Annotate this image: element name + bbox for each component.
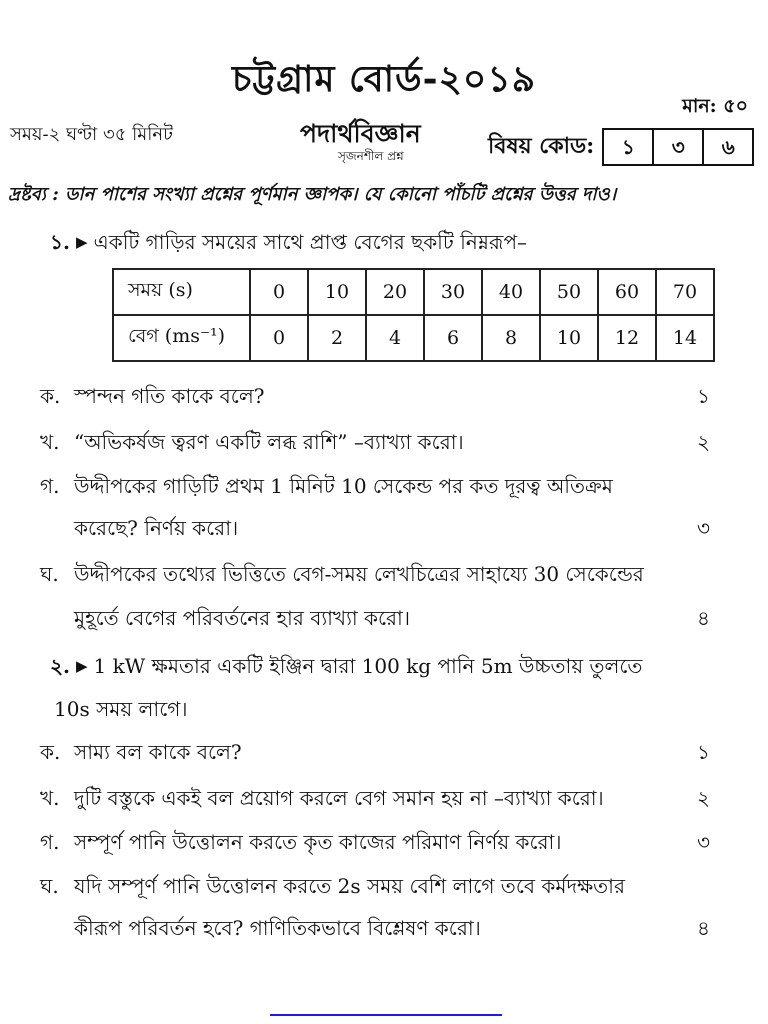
- question-stem-text: 1 kW ক্ষমতার একটি ইঞ্জিন দ্বারা 100 kg পানি 5m উচ্চতায় তুলতে: [93, 654, 643, 678]
- part-marks: ৪: [697, 916, 710, 940]
- code-digit: ৬: [702, 130, 752, 164]
- part-label: খ.: [40, 786, 60, 810]
- question-2-stem: [50, 652, 642, 685]
- question-stem-text: একটি গাড়ির সময়ের সাথে প্রাপ্ত বেগের ছকটি নিম্নরূপ–: [93, 230, 528, 254]
- question-stem-continued: 10s সময় লাগে।: [54, 697, 188, 721]
- part-label: ক.: [40, 740, 61, 764]
- part-text: দুটি বস্তুকে একই বল প্রয়োগ করলে বেগ সমান হয় না –ব্যাখ্যা করো।: [74, 786, 604, 810]
- table-cell: 50: [540, 269, 598, 315]
- table-cell: 30: [424, 269, 482, 315]
- part-text: সাম্য বল কাকে বলে?: [74, 740, 242, 764]
- part-label: ঘ.: [40, 874, 59, 898]
- part-text: উদ্দীপকের তথ্যের ভিত্তিতে বেগ-সময় লেখচিত্রের সাহায্যে 30 সেকেন্ডের: [74, 562, 644, 586]
- table-header-cell: সময় (s): [113, 269, 250, 315]
- full-marks: মান: ৫০: [682, 95, 748, 117]
- subject-code: [488, 128, 754, 166]
- table-cell: 70: [656, 269, 714, 315]
- table-cell: 10: [540, 315, 598, 361]
- exam-time: সময়-২ ঘণ্টা ৩৫ মিনিট: [10, 124, 173, 145]
- part-marks: ১: [697, 384, 710, 408]
- subject-type: সৃজনশীল প্রশ্ন: [338, 149, 404, 163]
- table-cell: 40: [482, 269, 540, 315]
- part-text-continued: করেছে? নির্ণয় করো।: [74, 516, 239, 540]
- page-title: চট্টগ্রাম বোর্ড-২০১৯: [231, 58, 537, 100]
- subject-name: পদার্থবিজ্ঞান: [300, 119, 421, 148]
- part-text: উদ্দীপকের গাড়িটি প্রথম 1 মিনিট 10 সেকেন্ড পর কত দূরত্ব অতিক্রম: [74, 474, 613, 498]
- instruction-note: দ্রষ্টব্য : ডান পাশের সংখ্যা প্রশ্নের পূর্ণমান জ্ঞাপক। যে কোনো পাঁচটি প্রশ্নের উত্তর দাও।: [8, 184, 617, 205]
- part-text-continued: কীরূপ পরিবর্তন হবে? গাণিতিকভাবে বিশ্লেষণ করো।: [74, 916, 481, 940]
- bottom-divider: [270, 1014, 502, 1016]
- table-header-cell: বেগ (ms⁻¹): [113, 315, 250, 361]
- part-text: স্পন্দন গতি কাকে বলে?: [74, 384, 265, 408]
- part-marks: ২: [696, 786, 710, 810]
- question-number: ২.: [50, 654, 70, 678]
- question-1-stem: [50, 228, 527, 261]
- table-cell: 12: [598, 315, 656, 361]
- table-cell: 2: [308, 315, 366, 361]
- part-label: গ.: [40, 474, 60, 498]
- code-digit: ১: [621, 135, 635, 159]
- table-cell: 14: [656, 315, 714, 361]
- part-marks: ২: [696, 430, 710, 454]
- part-label: খ.: [40, 430, 60, 454]
- part-text-continued: মুহূর্তে বেগের পরিবর্তনের হার ব্যাখ্যা করো।: [74, 606, 411, 630]
- part-text: সম্পূর্ণ পানি উত্তোলন করতে কৃত কাজের পরিমাণ নির্ণয় করো।: [74, 830, 562, 854]
- table-cell: 0: [250, 315, 308, 361]
- part-marks: ৪: [697, 606, 710, 630]
- table-cell: 8: [482, 315, 540, 361]
- time-velocity-table: [112, 268, 715, 362]
- table-row: [113, 269, 714, 315]
- table-cell: 0: [250, 269, 308, 315]
- table-cell: 6: [424, 315, 482, 361]
- table-row: [113, 315, 714, 361]
- subject-code-label: বিষয় কোড:: [488, 132, 595, 159]
- table-cell: 4: [366, 315, 424, 361]
- part-marks: ১: [697, 740, 710, 764]
- part-label: গ.: [40, 830, 60, 854]
- question-number: ১.: [50, 230, 70, 254]
- arrow-icon: ▶: [75, 233, 88, 251]
- arrow-icon: ▶: [75, 657, 88, 675]
- subject-code-boxes: [602, 128, 754, 166]
- code-digit: ৩: [652, 130, 702, 164]
- part-label: ঘ.: [40, 562, 59, 586]
- table-cell: 60: [598, 269, 656, 315]
- part-marks: ৩: [696, 830, 710, 854]
- table-cell: 10: [308, 269, 366, 315]
- part-text: “অভিকর্ষজ ত্বরণ একটি লব্ধ রাশি” –ব্যাখ্যা করো।: [74, 430, 464, 454]
- part-label: ক.: [40, 384, 61, 408]
- table-cell: 20: [366, 269, 424, 315]
- part-marks: ৩: [696, 516, 710, 540]
- part-text: যদি সম্পূর্ণ পানি উত্তোলন করতে 2s সময় বেশি লাগে তবে কর্মদক্ষতার: [74, 874, 625, 898]
